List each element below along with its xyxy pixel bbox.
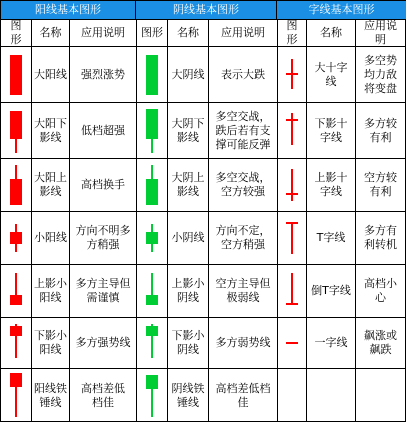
yang-upper-shadow-icon — [1, 159, 31, 211]
yin-desc: 高档差低档佳 — [215, 381, 271, 409]
yang-name: 阳线铁锤线 — [34, 381, 67, 409]
subheader-desc-doji: 应用说明 — [364, 19, 397, 46]
yin-name: 大阴下影线 — [171, 116, 205, 144]
yang-hammer-icon — [1, 369, 31, 422]
yin-name: 阴线铁锤线 — [171, 381, 205, 409]
yin-upper-shadow-icon — [137, 159, 167, 211]
yin-name: 大阴上影线 — [171, 171, 205, 198]
yang-name: 大阳下影线 — [34, 116, 67, 144]
yang-upper-small-icon — [1, 265, 31, 317]
yang-name: 大阳线 — [34, 67, 67, 81]
yang-big-icon — [1, 47, 31, 102]
subheader-name-doji: 名称 — [320, 26, 342, 39]
subheader-icon-yang: 图形 — [10, 19, 22, 46]
doji-name: T字线 — [316, 231, 346, 244]
yang-name: 小阳线 — [34, 231, 67, 244]
doji-name: 倒T字线 — [311, 284, 351, 297]
doji-desc: 多方较有利 — [364, 116, 397, 144]
header-doji: 字线基本图形 — [277, 1, 406, 19]
doji-name: 一字线 — [314, 336, 348, 349]
yin-desc: 多空交战，跌后若有支撑可能反弹 — [215, 109, 271, 151]
subheader-icon-yin: 图形 — [141, 26, 163, 39]
doji-inverted-t-icon — [278, 265, 306, 317]
yin-desc: 多方弱势线 — [215, 336, 271, 349]
yang-lower-shadow-icon — [1, 103, 31, 158]
yang-desc: 强烈涨势 — [81, 67, 125, 81]
doji-flat-line-icon — [278, 318, 306, 368]
doji-desc: 飙涨或飙跌 — [364, 329, 397, 356]
doji-upper-shadow-icon — [278, 159, 306, 211]
subheader-name-yang: 名称 — [39, 26, 62, 39]
yang-name: 上影小阳线 — [34, 277, 67, 304]
yang-desc: 多方主导但需谨慎 — [75, 277, 131, 304]
yin-name: 上影小阴线 — [171, 277, 205, 304]
yin-upper-small-icon — [137, 265, 167, 317]
yang-small-icon — [1, 212, 31, 264]
header-yang: 阳线基本图形 — [1, 1, 136, 19]
yin-name: 小阴线 — [171, 231, 205, 244]
yang-lower-small-icon — [1, 318, 31, 368]
yang-desc: 多方强势线 — [75, 336, 131, 349]
doji-big-cross-icon — [278, 47, 306, 102]
yang-desc: 高档差低档佳 — [81, 381, 125, 409]
doji-lower-shadow-icon — [278, 103, 306, 158]
yang-name: 下影小阳线 — [34, 329, 67, 356]
doji-desc: 高档小心 — [364, 277, 397, 304]
doji-desc: 多空势均力敌将变盘 — [364, 53, 397, 95]
yin-desc: 方向不定，空方稍强 — [215, 224, 271, 251]
yin-name: 大阴线 — [171, 67, 205, 81]
subheader-icon-doji: 图形 — [286, 19, 298, 46]
subheader-name-yin: 名称 — [177, 26, 199, 39]
doji-name: 大十字线 — [314, 60, 348, 88]
subheader-desc-yang: 应用说明 — [81, 26, 125, 39]
yin-small-icon — [137, 212, 167, 264]
yang-desc: 方向不明多方稍强 — [75, 224, 131, 251]
header-yin: 阴线基本图形 — [136, 1, 277, 19]
yin-desc: 表示大跌 — [221, 67, 265, 81]
doji-t-icon — [278, 212, 306, 264]
doji-name: 上影十字线 — [314, 171, 348, 198]
doji-desc: 空方较有利 — [364, 171, 397, 198]
yang-desc: 低档超强 — [81, 123, 125, 137]
subheader-desc-yin: 应用说明 — [221, 26, 265, 39]
doji-name: 下影十字线 — [314, 116, 348, 144]
yin-desc: 多空交战，空方较强 — [215, 171, 271, 198]
yin-name: 下影小阴线 — [171, 329, 205, 356]
yang-desc: 高档换手 — [81, 178, 125, 191]
yin-big-icon — [137, 47, 167, 102]
doji-desc: 多方有利转机 — [364, 224, 397, 251]
yin-lower-small-icon — [137, 318, 167, 368]
yin-lower-shadow-icon — [137, 103, 167, 158]
yin-hammer-icon — [137, 369, 167, 422]
yang-name: 大阳上影线 — [34, 171, 67, 198]
yin-desc: 空方主导但极弱线 — [215, 277, 271, 304]
